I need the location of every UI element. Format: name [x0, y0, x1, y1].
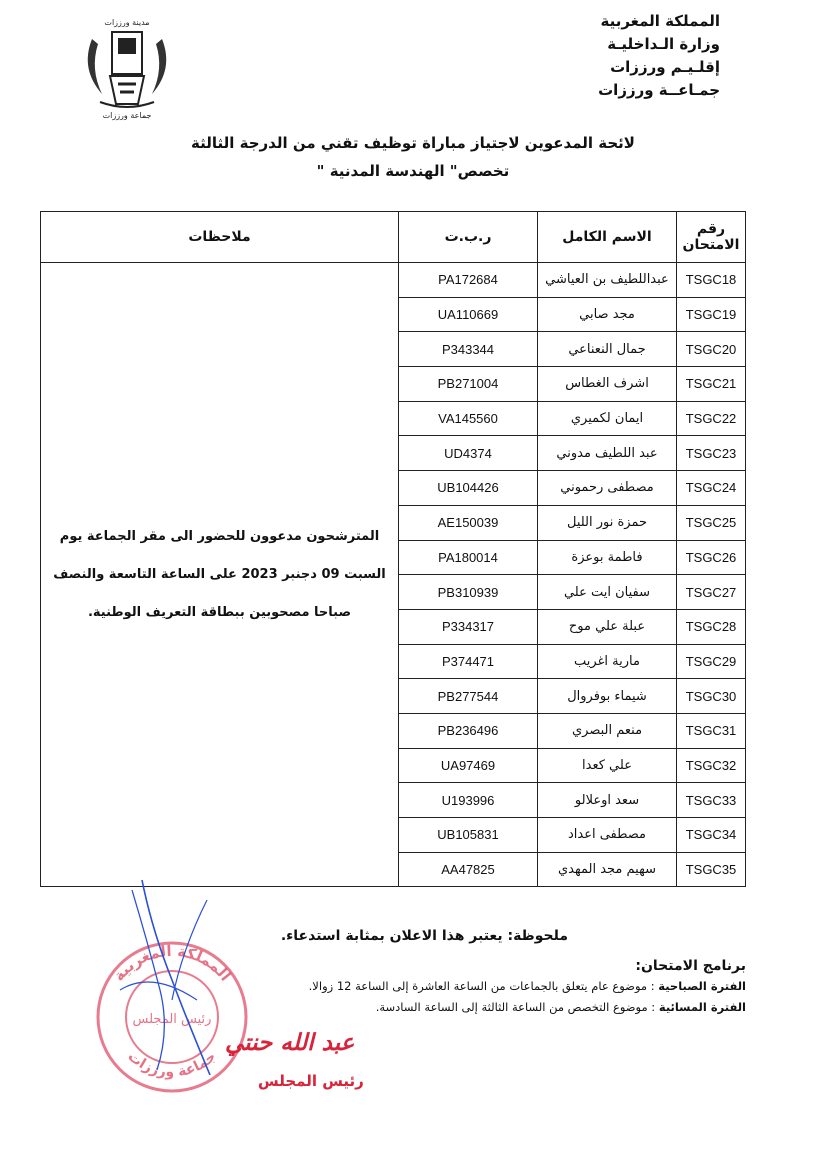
- full-name-cell: اشرف الغطاس: [538, 367, 677, 402]
- logo-caption-top: مدينة ورززات: [104, 18, 150, 27]
- cin-cell: UA97469: [399, 748, 538, 783]
- full-name-cell: مارية اغريب: [538, 644, 677, 679]
- full-name-cell: مصطفى اعداد: [538, 818, 677, 853]
- signature-name: عبد الله حنتي: [225, 1030, 355, 1056]
- document-subtitle: تخصص" الهندسة المدنية ": [316, 162, 510, 180]
- exam-number-cell: TSGC30: [677, 679, 746, 714]
- cin-cell: P334317: [399, 609, 538, 644]
- header-institution: [470, 10, 720, 102]
- header-country: المملكة المغربية: [600, 12, 720, 30]
- table-header-row: [41, 212, 746, 263]
- cin-cell: PB310939: [399, 575, 538, 610]
- cin-cell: P374471: [399, 644, 538, 679]
- signature-title: رئيس المجلس: [258, 1072, 364, 1090]
- full-name-cell: شيماء بوفروال: [538, 679, 677, 714]
- candidates-table: [40, 211, 746, 887]
- program-evening-label: الفترة المسائية: [658, 1000, 746, 1014]
- full-name-cell: منعم البصري: [538, 713, 677, 748]
- exam-number-cell: TSGC22: [677, 401, 746, 436]
- exam-number-cell: TSGC28: [677, 609, 746, 644]
- exam-number-cell: TSGC21: [677, 367, 746, 402]
- remarks-cell: المترشحون مدعوون للحضور الى مقر الجماعة يوم السبت 09 دجنبر 2023 على الساعة التاسعة والنصف صباحا مصحوبين ببطاقة التعريف الوطنية.: [41, 263, 399, 887]
- header-commune: جمـاعــة ورززات: [598, 81, 720, 99]
- full-name-cell: عبد اللطيف مدوني: [538, 436, 677, 471]
- program-title: برنامج الامتحان:: [635, 958, 746, 974]
- exam-number-cell: TSGC26: [677, 540, 746, 575]
- exam-number-cell: TSGC23: [677, 436, 746, 471]
- cin-cell: P343344: [399, 332, 538, 367]
- cin-cell: VA145560: [399, 401, 538, 436]
- exam-number-cell: TSGC18: [677, 263, 746, 298]
- cin-cell: UD4374: [399, 436, 538, 471]
- note: ملحوظة: يعتبر هذا الاعلان بمثابة استدعاء.: [280, 928, 568, 944]
- full-name-cell: حمزة نور الليل: [538, 505, 677, 540]
- program-morning-label: الفترة الصباحية: [658, 979, 746, 993]
- commune-logo: [72, 14, 182, 122]
- cin-cell: AA47825: [399, 852, 538, 887]
- stamp-center-text: رئيس المجلس: [132, 1012, 212, 1027]
- full-name-cell: مصطفى رحموني: [538, 471, 677, 506]
- cin-cell: PB271004: [399, 367, 538, 402]
- program-evening-text: : موضوع التخصص من الساعة الثالثة إلى الساعة السادسة.: [375, 1000, 659, 1014]
- exam-number-cell: TSGC19: [677, 297, 746, 332]
- full-name-cell: ايمان لكميري: [538, 401, 677, 436]
- cin-cell: PA172684: [399, 263, 538, 298]
- exam-number-cell: TSGC31: [677, 713, 746, 748]
- handwritten-signature-strokes: [112, 870, 222, 1080]
- document-title: لائحة المدعوين لاجتياز مباراة توظيف تقني من الدرجة الثالثة: [191, 134, 635, 152]
- full-name-cell: جمال النعناعي: [538, 332, 677, 367]
- cin-cell: PB277544: [399, 679, 538, 714]
- cin-cell: UB104426: [399, 471, 538, 506]
- exam-number-cell: TSGC20: [677, 332, 746, 367]
- cin-cell: PB236496: [399, 713, 538, 748]
- full-name-cell: سفيان ايت علي: [538, 575, 677, 610]
- full-name-cell: سعد اوعلالو: [538, 783, 677, 818]
- full-name-cell: مجد صابي: [538, 297, 677, 332]
- full-name-cell: سهيم مجد المهدي: [538, 852, 677, 887]
- exam-number-cell: TSGC29: [677, 644, 746, 679]
- full-name-cell: فاطمة بوعزة: [538, 540, 677, 575]
- full-name-cell: عبداللطيف بن العياشي: [538, 263, 677, 298]
- exam-number-cell: TSGC35: [677, 852, 746, 887]
- cin-cell: UA110669: [399, 297, 538, 332]
- cin-cell: PA180014: [399, 540, 538, 575]
- header-ministry: وزارة الـداخليـة: [607, 35, 720, 53]
- exam-number-cell: TSGC25: [677, 505, 746, 540]
- exam-number-cell: TSGC24: [677, 471, 746, 506]
- cin-cell: U193996: [399, 783, 538, 818]
- program-morning-text: : موضوع عام يتعلق بالجماعات من الساعة العاشرة إلى الساعة 12 زوالا.: [308, 979, 659, 993]
- header-remarks: ملاحظات: [41, 212, 399, 263]
- logo-caption-bottom: جماعة ورززات: [102, 111, 152, 120]
- header-cin: ر.ب.ت: [399, 212, 538, 263]
- stamp-ring-text: المملكة المغربية: [109, 941, 235, 985]
- cin-cell: UB105831: [399, 818, 538, 853]
- program-morning: [309, 979, 746, 993]
- stamp-bottom-text: جماعة ورززات: [124, 1048, 220, 1081]
- program-evening: [376, 1000, 746, 1014]
- header-province: إقلـيـم ورززات: [610, 58, 720, 76]
- header-full-name: الاسم الكامل: [538, 212, 677, 263]
- full-name-cell: علي كعدا: [538, 748, 677, 783]
- exam-number-cell: TSGC34: [677, 818, 746, 853]
- exam-number-cell: TSGC33: [677, 783, 746, 818]
- table-row: [41, 263, 746, 298]
- exam-number-cell: TSGC32: [677, 748, 746, 783]
- exam-number-cell: TSGC27: [677, 575, 746, 610]
- full-name-cell: عبلة علي موح: [538, 609, 677, 644]
- header-exam-number: رقم الامتحان: [677, 212, 746, 263]
- cin-cell: AE150039: [399, 505, 538, 540]
